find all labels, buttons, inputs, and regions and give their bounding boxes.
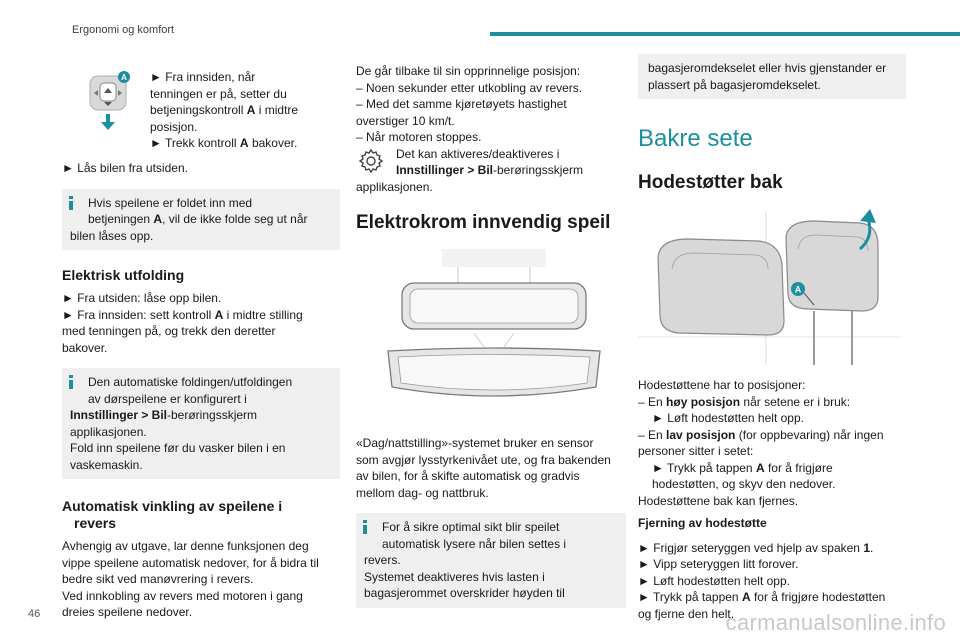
info-box-continued <box>638 54 906 99</box>
body-text: som avgjør lysstyrkenivået ute, og fra bakenden <box>356 452 611 467</box>
info-box-mirror <box>356 513 626 608</box>
body-text: – En <box>638 394 663 409</box>
step-text: . <box>870 540 874 555</box>
control-ref: A <box>741 590 751 604</box>
instruction-text: ► Fra innsiden, når <box>150 70 256 84</box>
heading-rear-headrests: Hodestøtter bak <box>638 172 783 193</box>
body-text: Ved innkobling av revers med motoren i gang <box>62 588 303 603</box>
step-text: ► Løft hodestøtten helt opp. <box>652 411 804 425</box>
info-text: , vil de ikke folde seg ut når <box>162 212 308 226</box>
column-1 <box>62 68 340 621</box>
info-text: automatisk lysere når bilen settes i <box>382 536 567 551</box>
column-3 <box>638 54 906 622</box>
settings-path: Innstillinger > Bil <box>396 163 494 177</box>
info-text: av dørspeilene er konfigurert i <box>88 391 247 406</box>
info-text: bagasjerommet overskrider høyden til <box>364 586 565 600</box>
body-text: vippe speilene automatisk nedover, for å bidra til <box>62 555 319 570</box>
step-text: ► Vipp seteryggen litt forover. <box>638 557 799 571</box>
body-text: – Med det samme kjøretøyets hastighet <box>356 97 567 111</box>
info-text: Fold inn speilene før du vasker bilen i en <box>70 441 286 455</box>
body-text: dreies speilene nedover. <box>62 605 193 619</box>
step-text: ► Fra utsiden: låse opp bilen. <box>62 291 222 305</box>
body-text: De går tilbake til sin opprinnelige posisjon: <box>356 64 581 78</box>
mirror-instructions <box>150 69 340 152</box>
info-text: applikasjonen. <box>70 424 147 439</box>
step-text: i midtre stilling <box>226 307 303 322</box>
step-text: og fjerne den helt. <box>638 606 735 621</box>
header-accent-bar <box>490 32 960 36</box>
step-text: for å frigjøre <box>767 460 833 475</box>
heading-remove-headrest: Fjerning av hodestøtte <box>638 516 767 530</box>
info-text: Hvis speilene er foldet inn med <box>88 195 253 210</box>
body-text: når setene er i bruk: <box>743 394 851 409</box>
section-title: Ergonomi og komfort <box>72 24 175 36</box>
body-text: – Når motoren stoppes. <box>356 130 482 144</box>
body-text: av bilen, for å skifte automatisk og gradvis <box>356 469 580 483</box>
info-text: plassert på bagasjeromdekselet. <box>648 77 821 92</box>
emphasis: lav posisjon <box>666 427 736 442</box>
control-ref: 1 <box>863 540 871 555</box>
lock-step: ► Lås bilen fra utsiden. <box>62 161 188 175</box>
gear-icon <box>358 148 384 174</box>
info-icon <box>69 196 73 210</box>
body-text: (for oppbevaring) når ingen <box>738 427 884 442</box>
body-text: personer sitter i setet: <box>638 444 754 458</box>
step-text: ► Løft hodestøtten helt opp. <box>638 573 790 588</box>
info-text: For å sikre optimal sikt blir speilet <box>382 520 560 534</box>
body-text: – En <box>638 427 663 442</box>
tab-badge-label: A <box>794 284 802 295</box>
step-text: bakover. <box>62 340 108 355</box>
control-ref: A <box>214 307 224 322</box>
info-text: vaskemaskin. <box>70 457 143 472</box>
body-text: -berøringsskjerm <box>493 163 584 177</box>
body-text: «Dag/nattstilling»-systemet bruker en sensor <box>356 436 594 450</box>
info-text: Systemet deaktiveres hvis lasten i <box>364 569 545 584</box>
body-text: bedre sikt ved manøvrering i revers. <box>62 572 254 586</box>
step-text: ► Fra innsiden: sett kontroll <box>62 307 212 322</box>
heading-line: Automatisk vinkling av speilene i <box>62 498 283 514</box>
body-text: – Noen sekunder etter utkobling av revers. <box>356 80 583 95</box>
info-text: -berøringsskjerm <box>167 408 258 422</box>
control-ref: A <box>239 136 249 150</box>
body-text: mellom dag- og nattbruk. <box>356 485 489 500</box>
body-text: overstiger 10 km/t. <box>356 113 455 128</box>
tilt-text <box>62 538 340 621</box>
step-text: ► Frigjør seteryggen ved hjelp av spaken <box>638 540 860 555</box>
control-badge-label: A <box>121 73 127 82</box>
mirror-control-block <box>62 68 340 160</box>
rearview-mirror-illustration <box>384 249 604 407</box>
instruction-text: tenningen er på, setter du <box>150 86 287 101</box>
step-text: med tenningen på, og trekk den deretter <box>62 324 276 338</box>
instruction-text: i midtre <box>258 103 299 117</box>
heading-rear-seat: Bakre sete <box>638 125 753 152</box>
control-ref: A <box>246 103 256 117</box>
settings-note <box>356 146 626 196</box>
control-ref: A <box>755 460 765 475</box>
mirror-description <box>356 435 626 501</box>
body-text: Det kan aktiveres/deaktiveres i <box>396 146 560 161</box>
body-text: Hodestøttene har to posisjoner: <box>638 378 806 392</box>
info-icon <box>363 520 367 534</box>
heading-electric-unfold: Elektrisk utfolding <box>62 267 185 283</box>
instruction-text: posisjon. <box>150 119 198 134</box>
info-box-fold <box>62 189 340 251</box>
step-text: for å frigjøre hodestøtten <box>753 590 886 604</box>
step-text: ► Trykk på tappen <box>652 460 753 475</box>
emphasis: høy posisjon <box>666 394 741 409</box>
headrest-illustration <box>638 209 900 367</box>
info-text: betjeningen <box>88 212 151 226</box>
mirror-control-icon <box>86 70 142 134</box>
info-text: revers. <box>364 553 401 567</box>
info-text: bagasjeromdekselet eller hvis gjenstander er <box>648 61 887 75</box>
body-text: Avhengig av utgave, lar denne funksjonen deg <box>62 539 309 553</box>
info-text: bilen låses opp. <box>70 228 154 243</box>
info-text: Den automatiske foldingen/utfoldingen <box>88 375 293 389</box>
heading-auto-tilt <box>62 498 340 532</box>
heading-electrochrome-mirror: Elektrokrom innvendig speil <box>356 212 611 233</box>
instruction-text: ► Trekk kontroll <box>150 136 237 150</box>
unfold-steps <box>62 290 340 356</box>
watermark: carmanualsonline.info <box>725 610 946 635</box>
heading-line: revers <box>74 515 117 531</box>
instruction-text: bakover. <box>251 136 298 150</box>
headrest-text <box>638 377 906 509</box>
step-text: hodestøtten, og skyv den nedover. <box>652 477 836 491</box>
info-box-auto-fold <box>62 368 340 479</box>
info-icon <box>69 375 73 389</box>
settings-path: Innstillinger > Bil <box>70 408 168 422</box>
body-text: applikasjonen. <box>356 179 433 194</box>
step-text: ► Trykk på tappen <box>638 590 739 604</box>
body-text: Hodestøttene bak kan fjernes. <box>638 493 799 508</box>
page-number: 46 <box>28 608 41 620</box>
instruction-text: betjeningskontroll <box>150 103 244 117</box>
column-2 <box>356 63 626 608</box>
control-ref: A <box>153 212 163 226</box>
